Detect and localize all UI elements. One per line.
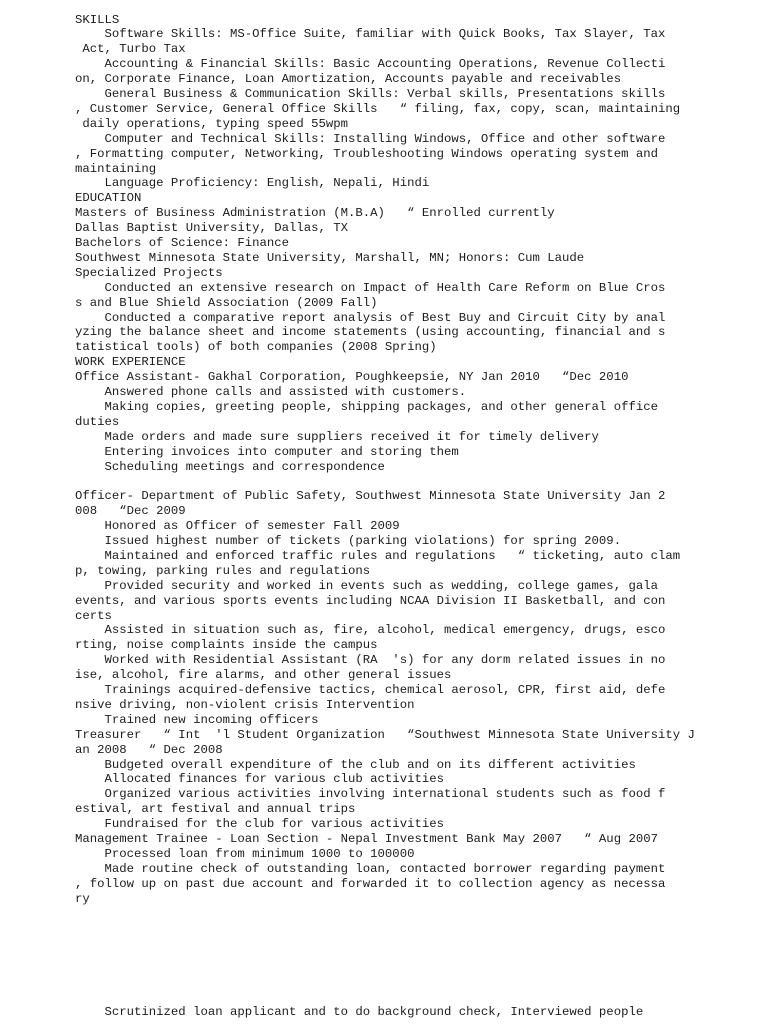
text-line: Trainings acquired-defensive tactics, chemical aerosol, CPR, first aid, defe [75, 683, 666, 697]
text-line: Computer and Technical Skills: Installing Windows, Office and other software [75, 131, 666, 146]
text-line: an 2008 “ Dec 2008 [75, 742, 223, 757]
text-line: Provided security and worked in events such as wedding, college games, gala [75, 578, 658, 593]
text-line: , Formatting computer, Networking, Troubleshooting Windows operating system and [75, 146, 658, 161]
text-line: Language Proficiency: English, Nepali, Hindi [75, 176, 430, 191]
text-line: , follow up on past due account and forwarded it to collection agency as necessa [75, 876, 666, 891]
text-line: SKILLS [75, 12, 120, 27]
text-line: rting, noise complaints inside the campus [75, 638, 378, 653]
text-line: Answered phone calls and assisted with customers. [75, 385, 467, 399]
text-line-bottom: Scrutinized loan applicant and to do background check, Interviewed people [75, 1005, 644, 1019]
text-line: Processed loan from minimum 1000 to 100000 [75, 846, 415, 861]
text-line: Made routine check of outstanding loan, contacted borrower regarding payment [75, 861, 666, 876]
text-line: Allocated finances for various club activities [75, 772, 444, 787]
text-line: Made orders and made sure suppliers received it for timely delivery [75, 429, 599, 444]
text-line: tatistical tools) of both companies (2008 Spring) [75, 340, 437, 355]
text-line: estival, art festival and annual trips [75, 802, 356, 817]
text-line: Trained new incoming officers [75, 712, 319, 727]
text-line: nsive driving, non-violent crisis Intervention [75, 697, 415, 712]
text-line: on, Corporate Finance, Loan Amortization, Accounts payable and receivables [75, 72, 622, 87]
text-line: events, and various sports events including NCAA Division II Basketball, and con [75, 593, 666, 608]
text-line: s and Blue Shield Association (2009 Fall) [75, 295, 378, 310]
text-line: daily operations, typing speed 55wpm [75, 116, 349, 131]
text-line: Organized various activities involving international students such as food f [75, 787, 666, 802]
text-line: WORK EXPERIENCE [75, 355, 186, 370]
text-line: Specialized Projects [75, 265, 223, 280]
text-line: Issued highest number of tickets (parking violations) for spring 2009. [75, 534, 622, 548]
text-line: yzing the balance sheet and income statements (using accounting, financial and s [75, 325, 666, 340]
text-line: Software Skills: MS-Office Suite, familiar with Quick Books, Tax Slayer, Tax [75, 27, 666, 42]
text-line: Accounting & Financial Skills: Basic Accounting Operations, Revenue Collecti [75, 57, 666, 72]
text-line: General Business & Communication Skills: Verbal skills, Presentations skills [75, 87, 666, 101]
text-line: Dallas Baptist University, Dallas, TX [75, 221, 349, 236]
text-line: Southwest Minnesota State University, Marshall, MN; Honors: Cum Laude [75, 250, 585, 265]
text-line: Worked with Residential Assistant (RA 's) for any dorm related issues in no [75, 653, 666, 668]
text-line: Maintained and enforced traffic rules and regulations “ ticketing, auto clam [75, 548, 681, 563]
text-line: Masters of Business Administration (M.B.A) “ Enrolled currently [75, 206, 555, 221]
text-line: Fundraised for the club for various activities [75, 817, 444, 832]
text-line: Honored as Officer of semester Fall 2009 [75, 519, 400, 534]
text-line: Conducted a comparative report analysis of Best Buy and Circuit City by anal [75, 310, 666, 325]
text-line: EDUCATION [75, 191, 142, 206]
text-line: Office Assistant- Gakhal Corporation, Poughkeepsie, NY Jan 2010 “Dec 2010 [75, 370, 629, 385]
text-line: Entering invoices into computer and storing them [75, 444, 459, 459]
text-line: maintaining [75, 161, 157, 176]
text-line: Officer- Department of Public Safety, Southwest Minnesota State University Jan 2 [75, 489, 666, 504]
text-line: duties [75, 414, 120, 429]
text-line: Making copies, greeting people, shipping packages, and other general office [75, 399, 658, 414]
text-line: Management Trainee - Loan Section - Nepal Investment Bank May 2007 “ Aug 2007 [75, 832, 658, 846]
text-line: Act, Turbo Tax [75, 42, 186, 57]
text-line: Treasurer “ Int 'l Student Organization “Southwest Minnesota State University J [75, 727, 695, 742]
text-line: certs [75, 608, 112, 623]
text-line: , Customer Service, General Office Skills “ filing, fax, copy, scan, maintaining [75, 101, 681, 116]
text-line: ry [75, 891, 90, 906]
text-line: p, towing, parking rules and regulations [75, 563, 371, 578]
text-line: Conducted an extensive research on Impact of Health Care Reform on Blue Cros [75, 280, 666, 295]
text-line: ise, alcohol, fire alarms, and other general issues [75, 668, 452, 683]
text-line: 008 “Dec 2009 [75, 504, 186, 519]
text-line: Scheduling meetings and correspondence [75, 459, 385, 474]
text-line: Bachelors of Science: Finance [75, 236, 290, 250]
text-line: Budgeted overall expenditure of the club and on its different activities [75, 757, 636, 772]
text-line: Assisted in situation such as, fire, alcohol, medical emergency, drugs, esco [75, 623, 666, 638]
